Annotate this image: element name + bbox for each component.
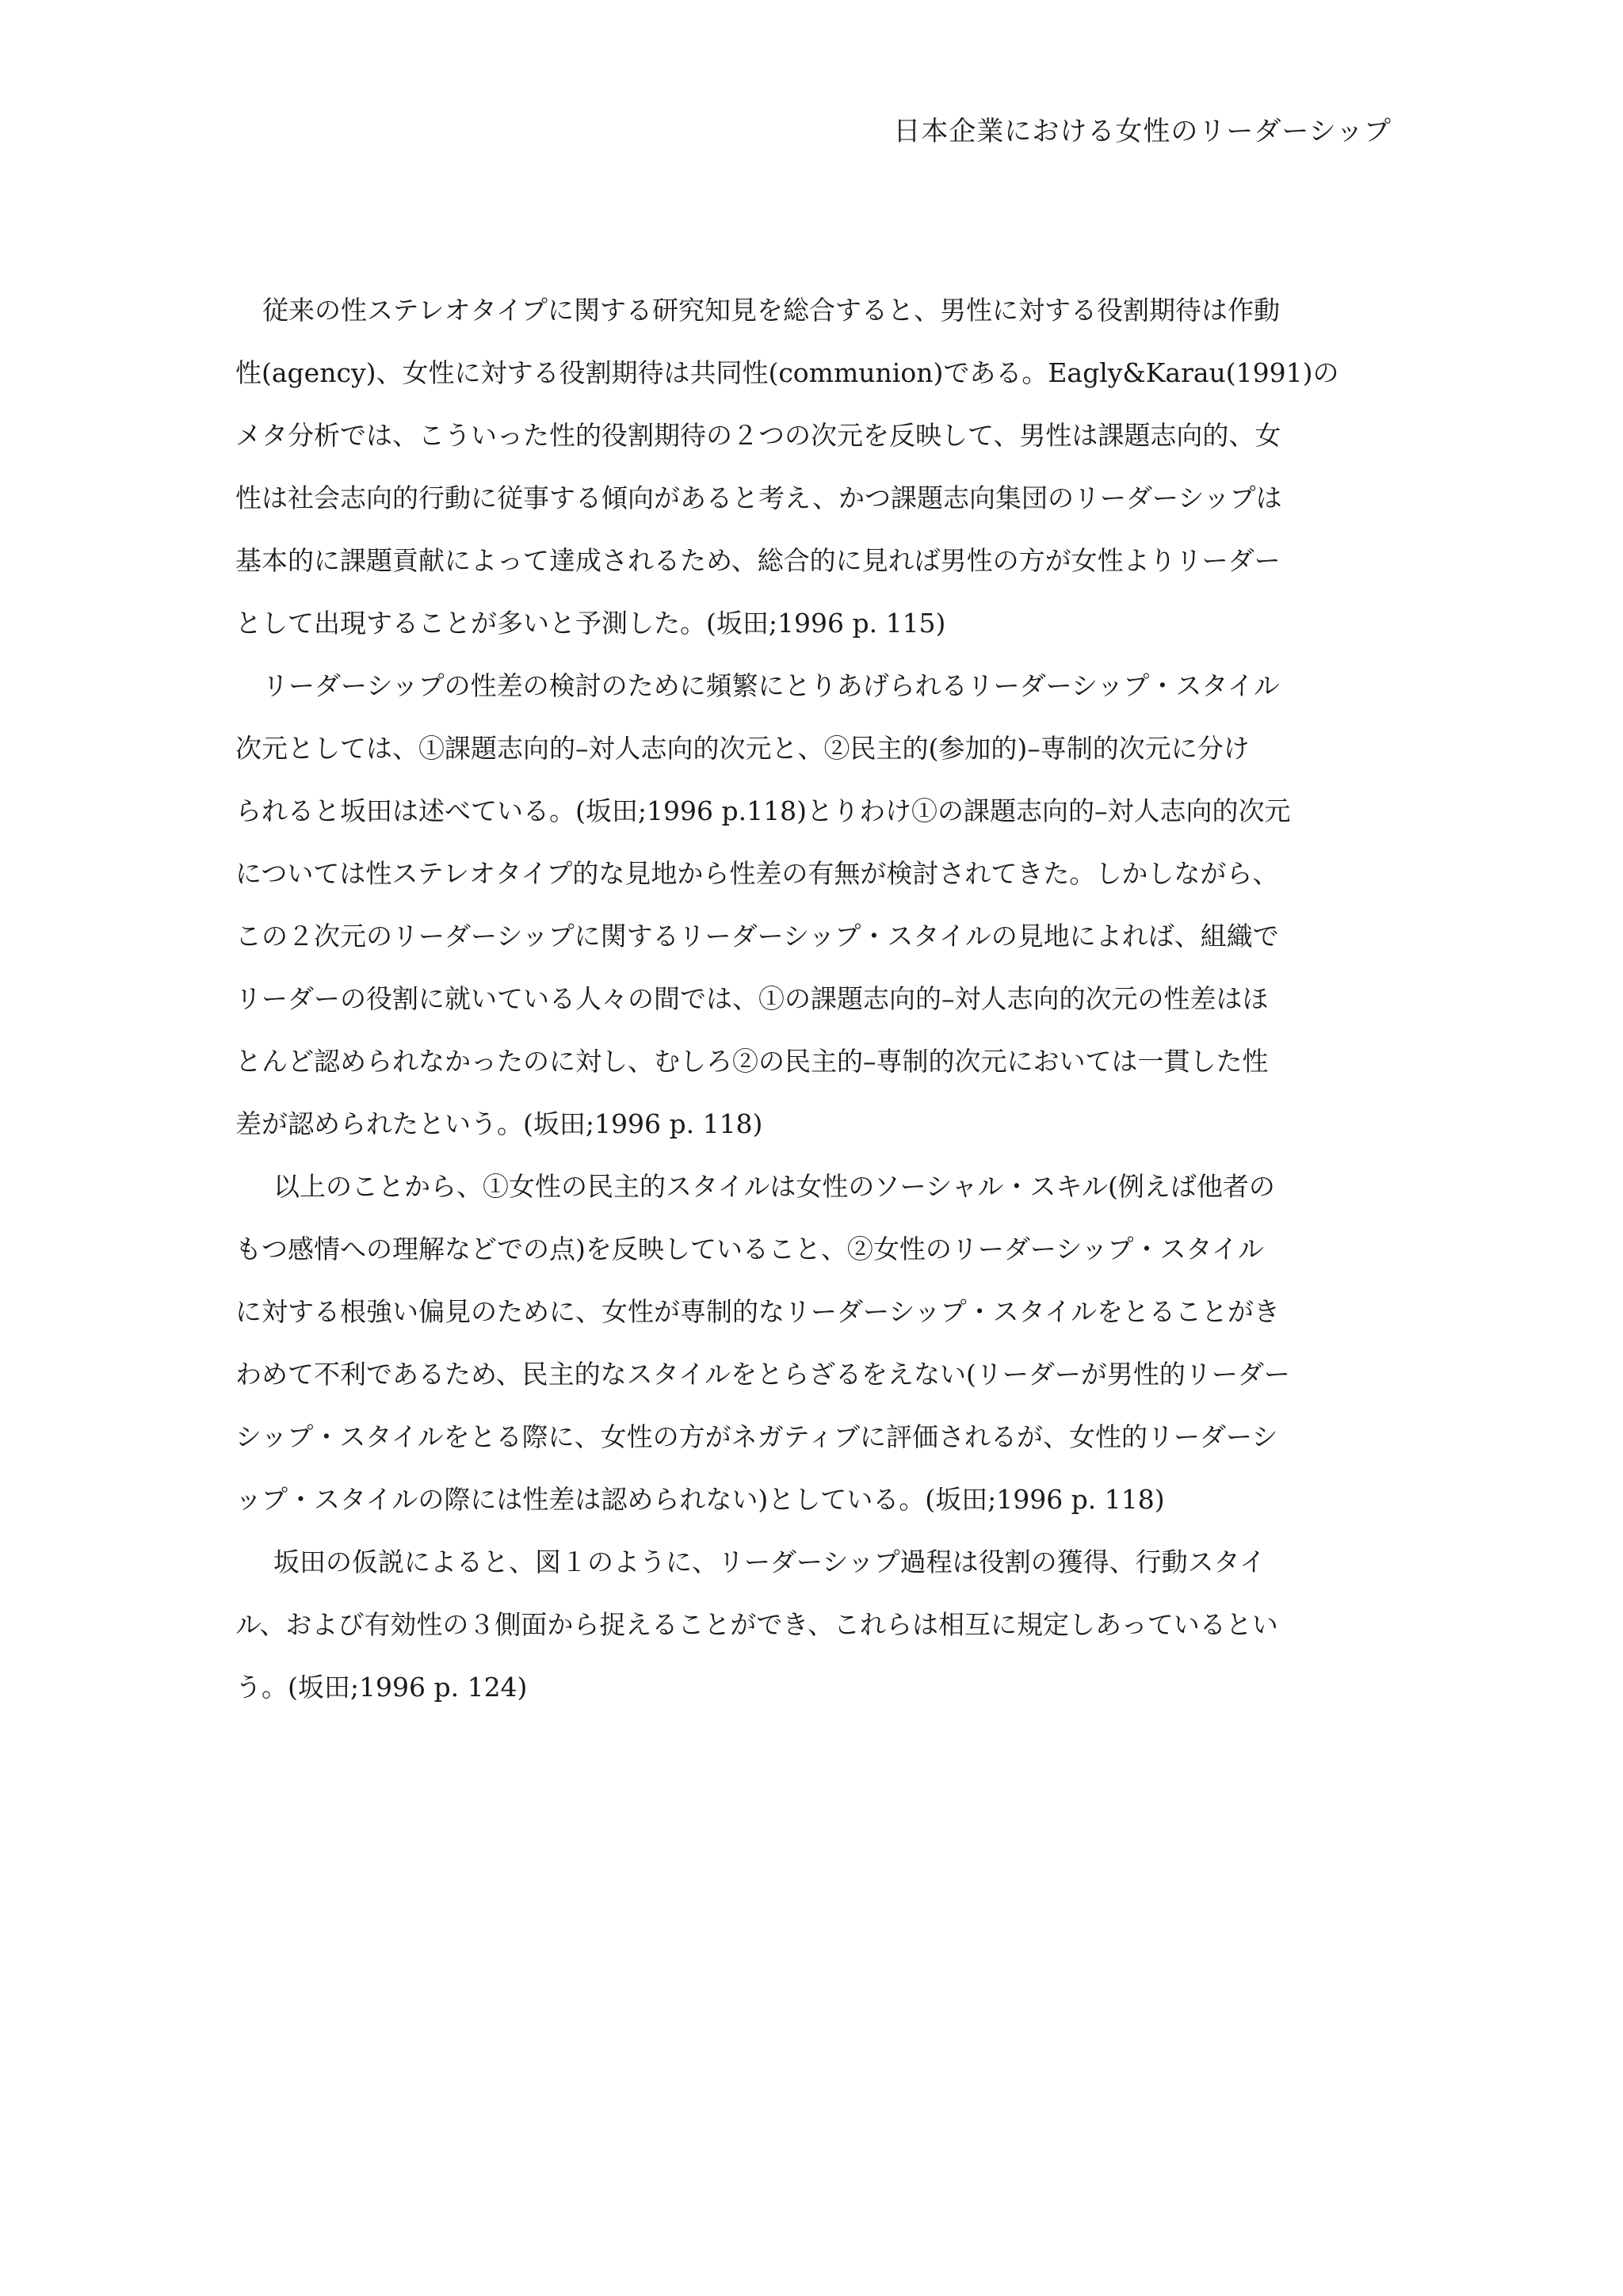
text-line: う。(坂田;1996 p. 124) — [235, 1672, 528, 1703]
text-line: もつ感情への理解などでの点)を反映していること、②女性のリーダーシップ・スタイル — [235, 1234, 1264, 1264]
text-line: わめて不利であるため、民主的なスタイルをとらざるをえない(リーダーが男性的リーダー — [235, 1359, 1290, 1390]
running-header: 日本企業における女性のリーダーシップ — [893, 116, 1392, 147]
text-line: 差が認められたという。(坂田;1996 p. 118) — [235, 1108, 763, 1139]
paragraph-2 — [235, 654, 1392, 1155]
text-line: ル、および有効性の３側面から捉えることができ、これらは相互に規定しあっているとい — [235, 1609, 1278, 1640]
text-line: リーダーシップの性差の検討のために頻繁にとりあげられるリーダーシップ・スタイル — [262, 670, 1280, 701]
paragraph-3 — [235, 1155, 1392, 1531]
text-line: ップ・スタイルの際には性差は認められない)としている。(坂田;1996 p. 118) — [235, 1484, 1165, 1515]
text-line: 次元としては、①課題志向的–対人志向的次元と、②民主的(参加的)–専制的次元に分け — [235, 733, 1250, 764]
text-line: として出現することが多いと予測した。(坂田;1996 p. 115) — [235, 608, 946, 639]
text-line: 性は社会志向的行動に従事する傾向があると考え、かつ課題志向集団のリーダーシップは — [235, 482, 1282, 513]
text-line: 基本的に課題貢献によって達成されるため、総合的に見れば男性の方が女性よりリーダー — [235, 545, 1281, 576]
body-text — [235, 279, 1392, 1718]
text-line: 坂田の仮説によると、図１のように、リーダーシップ過程は役割の獲得、行動スタイ — [273, 1547, 1266, 1577]
text-line: 以上のことから、①女性の民主的スタイルは女性のソーシャル・スキル(例えば他者の — [273, 1171, 1275, 1202]
text-line: メタ分析では、こういった性的役割期待の２つの次元を反映して、男性は課題志向的、女 — [235, 420, 1281, 451]
paragraph-4 — [235, 1531, 1392, 1718]
paragraph-1 — [235, 279, 1392, 654]
text-line: この２次元のリーダーシップに関するリーダーシップ・スタイルの見地によれば、組織で — [235, 921, 1279, 952]
text-line: については性ステレオタイプ的な見地から性差の有無が検討されてきた。しかしながら、 — [235, 858, 1279, 889]
text-line: 性(agency)、女性に対する役割期待は共同性(communion)である。Eagly&Karau(1991)の — [235, 357, 1339, 388]
text-line: リーダーの役割に就いている人々の間では、①の課題志向的–対人志向的次元の性差はほ — [235, 983, 1269, 1014]
text-line: とんど認められなかったのに対し、むしろ②の民主的–専制的次元においては一貫した性 — [235, 1046, 1269, 1077]
text-line: られると坂田は述べている。(坂田;1996 p.118)とりわけ①の課題志向的–対人志向的次元 — [235, 795, 1291, 826]
text-line: 従来の性ステレオタイプに関する研究知見を総合すると、男性に対する役割期待は作動 — [262, 295, 1281, 326]
text-line: に対する根強い偏見のために、女性が専制的なリーダーシップ・スタイルをとることがき — [235, 1296, 1281, 1327]
text-line: シップ・スタイルをとる際に、女性の方がネガティブに評価されるが、女性的リーダーシ — [235, 1421, 1278, 1452]
